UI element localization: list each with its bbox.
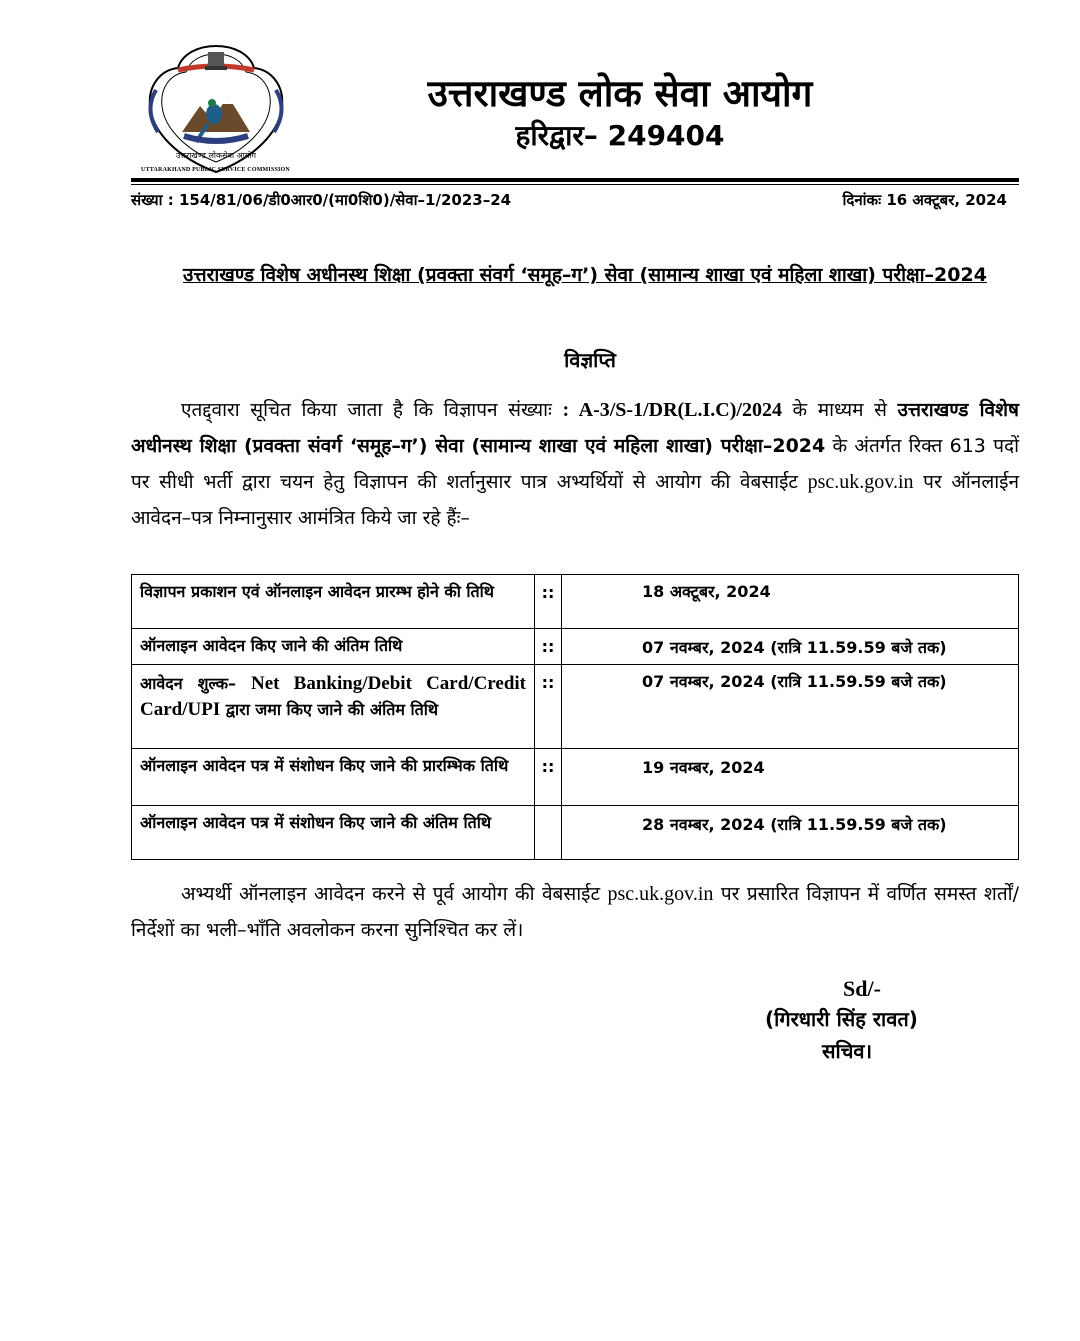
table-row [132,749,1019,806]
schedule-value: 28 नवम्बर, 2024 (रात्रि 11.59.59 बजे तक) [562,806,1019,860]
organisation-city: हरिद्वार– 249404 [515,119,725,152]
website-link[interactable]: psc.uk.gov.in [807,471,914,493]
exam-name: उत्तराखण्ड विशेष अधीनस्थ शिक्षा (प्रवक्ता संवर्ग ‘समूह–ग’) सेवा (सामान्य शाखा एवं महिला शाखा) परीक्षा–2024 [131,399,1019,457]
intro-text-2: के माध्यम से [781,399,898,421]
notice-title [0,346,1080,373]
schedule-label [132,665,535,749]
schedule-value: 19 नवम्बर, 2024 [562,749,1019,806]
advertisement-number: : A-3/S-1/DR(L.I.C)/2024 [562,399,782,421]
schedule-separator: :: [535,665,562,749]
schedule-separator: :: [535,749,562,806]
fee-label-payment-modes: Net Banking/Debit Card/Credit Card/UPI [140,673,526,720]
fee-label-part-1: आवेदन शुल्क– [140,674,251,693]
schedule-separator: :: [535,629,562,665]
notice-title-text: विज्ञप्ति [564,348,616,372]
emblem-caption: UTTARAKHAND PUBLIC SERVICE COMMISSION [141,167,290,173]
organisation-name: उत्तराखण्ड लोक सेवा आयोग [427,72,813,115]
reference-date: दिनांकः 16 अक्टूबर, 2024 [842,191,1007,209]
intro-text-1: एतद्द्वारा सूचित किया जाता है कि विज्ञापन संख्याः [181,399,552,421]
schedule-label: विज्ञापन प्रकाशन एवं ऑनलाइन आवेदन प्रारम्भ होने की तिथि [132,575,535,629]
fee-label-part-3: द्वारा जमा किए जाने की अंतिम तिथि [220,700,439,719]
intro-paragraph [131,392,1019,536]
emblem-ring-text: उत्तराखण्ड लोकसेवा आयोग [176,151,256,160]
schedule-separator: :: [535,575,562,629]
signatory-title: सचिव। [822,1039,873,1063]
schedule-value: 07 नवम्बर, 2024 (रात्रि 11.59.59 बजे तक) [562,665,1019,749]
intro-text-4: पर ऑनलाईन आवेदन–पत्र निम्नानुसार आमंत्रित किये जा रहे हैंः– [131,471,1019,529]
schedule-value: 07 नवम्बर, 2024 (रात्रि 11.59.59 बजे तक) [562,629,1019,665]
closing-website-link[interactable]: psc.uk.gov.in [607,883,714,905]
schedule-label: ऑनलाइन आवेदन पत्र में संशोधन किए जाने की प्रारम्भिक तिथि [132,749,535,806]
table-row [132,629,1019,665]
reference-number: संख्या : 154/81/06/डी0आर0/(मा0शि0)/सेवा–1/2023–24 [131,191,512,209]
schedule-table [131,574,1019,860]
closing-text-1: अभ्यर्थी ऑनलाइन आवेदन करने से पूर्व आयोग की वेबसाईट [181,883,608,905]
header-divider-thin [131,184,1019,185]
closing-paragraph [131,876,1019,948]
schedule-value: 18 अक्टूबर, 2024 [562,575,1019,629]
schedule-label: ऑनलाइन आवेदन किए जाने की अंतिम तिथि [132,629,535,665]
notice-subject: उत्तराखण्ड विशेष अधीनस्थ शिक्षा (प्रवक्ता संवर्ग ‘समूह–ग’) सेवा (सामान्य शाखा एवं महिला शाखा) परीक्षा–2024 [183,264,987,286]
closing-text-2: पर प्रसारित विज्ञापन में वर्णित समस्त शर्तों/निर्देशों का भली–भाँति अवलोकन करना सुनिश्चित कर लें। [131,883,1019,941]
commission-emblem-icon [138,40,294,180]
signatory-name: (गिरधारी सिंह रावत) [765,1007,918,1031]
table-row [132,806,1019,860]
intro-text-3: के अंतर्गत रिक्त 613 पदों पर सीधी भर्ती द्वारा चयन हेतु विज्ञापन की शर्तानुसार पात्र अभ्यर्थियों से आयोग की वेबसाईट [131,435,1019,493]
schedule-label: ऑनलाइन आवेदन पत्र में संशोधन किए जाने की अंतिम तिथि [132,806,535,860]
signature-sd: Sd/- [843,976,881,1001]
header-divider-thick [131,178,1019,182]
table-row [132,575,1019,629]
schedule-separator-empty [535,806,562,860]
table-row [132,665,1019,749]
